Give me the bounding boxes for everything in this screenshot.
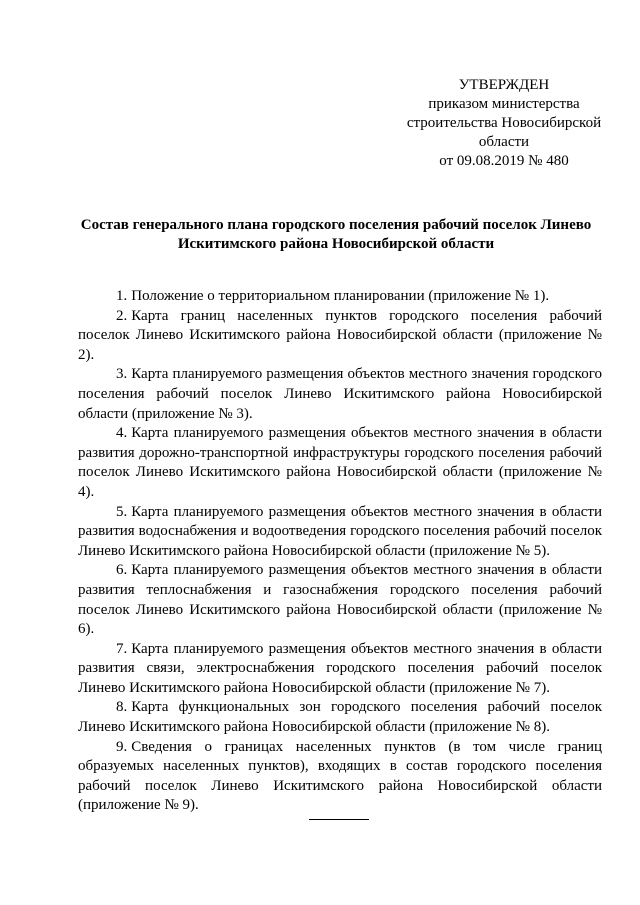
- approval-order-date: от 09.08.2019 № 480: [439, 153, 569, 169]
- approval-line: области: [478, 134, 530, 150]
- list-item-text: Карта планируемого размещения объектов местного значения в области развития теплоснабжения и газоснабжения городского поселения рабочий поселок Линево Искитимского района Новосибирской области (приложение № 6).: [78, 562, 602, 638]
- list-item: [78, 561, 602, 639]
- composition-list: [78, 287, 602, 816]
- list-item-number: 4.: [116, 425, 128, 442]
- approval-heading: УТВЕРЖДЕН: [458, 77, 550, 93]
- list-item-text: Карта планируемого размещения объектов местного значения в области развития дорожно-транспортной инфраструктуры городского поселения рабочий поселок Линево Искитимского района Новосибирской области (приложение № 4).: [78, 425, 602, 500]
- list-item-text: Карта границ населенных пунктов городского поселения рабочий поселок Линево Искитимского района Новосибирской области (приложение № 2).: [78, 307, 602, 363]
- list-item: [78, 424, 602, 502]
- title-line: Состав генерального плана городского поселения рабочий поселок Линево: [80, 217, 592, 233]
- list-item: [78, 365, 602, 424]
- list-item-text: Карта планируемого размещения объектов местного значения в области развития водоснабжения и водоотведения городского поселения рабочий поселок Линево Искитимского района Новосибирской области (приложение № 5).: [78, 503, 602, 559]
- list-item-text: Карта планируемого размещения объектов местного значения городского поселения рабочий поселок Линево Искитимского района Новосибирской области (приложение № 3).: [78, 366, 602, 422]
- list-item: [78, 503, 602, 562]
- list-item-number: 5.: [116, 503, 128, 520]
- list-item-number: 3.: [116, 366, 128, 383]
- list-item-text: Карта функциональных зон городского поселения рабочий поселок Линево Искитимского района Новосибирской области (приложение № 8).: [78, 699, 602, 736]
- document-title: [62, 216, 610, 254]
- approval-line: приказом министерства: [428, 96, 580, 112]
- list-item-number: 9.: [116, 738, 128, 755]
- approval-stamp: [384, 76, 624, 171]
- list-item: [78, 640, 602, 699]
- list-item-number: 6.: [116, 562, 128, 579]
- list-item-number: 1.: [116, 288, 128, 304]
- end-rule-divider: [309, 819, 369, 820]
- list-item-number: 2.: [116, 307, 128, 324]
- list-item: [78, 738, 602, 816]
- list-item-number: 8.: [116, 699, 128, 716]
- list-item: [78, 698, 602, 737]
- title-line: Искитимского района Новосибирской области: [177, 236, 495, 252]
- list-item: [78, 307, 602, 366]
- list-item-text: Карта планируемого размещения объектов местного значения в области развития связи, электроснабжения городского поселения рабочий поселок Линево Искитимского района Новосибирской области (приложение № 7).: [78, 640, 602, 696]
- approval-line: строительства Новосибирской: [406, 115, 602, 131]
- list-item: [78, 287, 602, 307]
- list-item-text: Положение о территориальном планировании (приложение № 1).: [131, 288, 550, 304]
- list-item-text: Сведения о границах населенных пунктов (в том числе границ образуемых населенных пунктов), входящих в состав городского поселения рабочий поселок Линево Искитимского района Новосибирской области (приложение № 9).: [78, 738, 602, 814]
- list-item-number: 7.: [116, 640, 128, 657]
